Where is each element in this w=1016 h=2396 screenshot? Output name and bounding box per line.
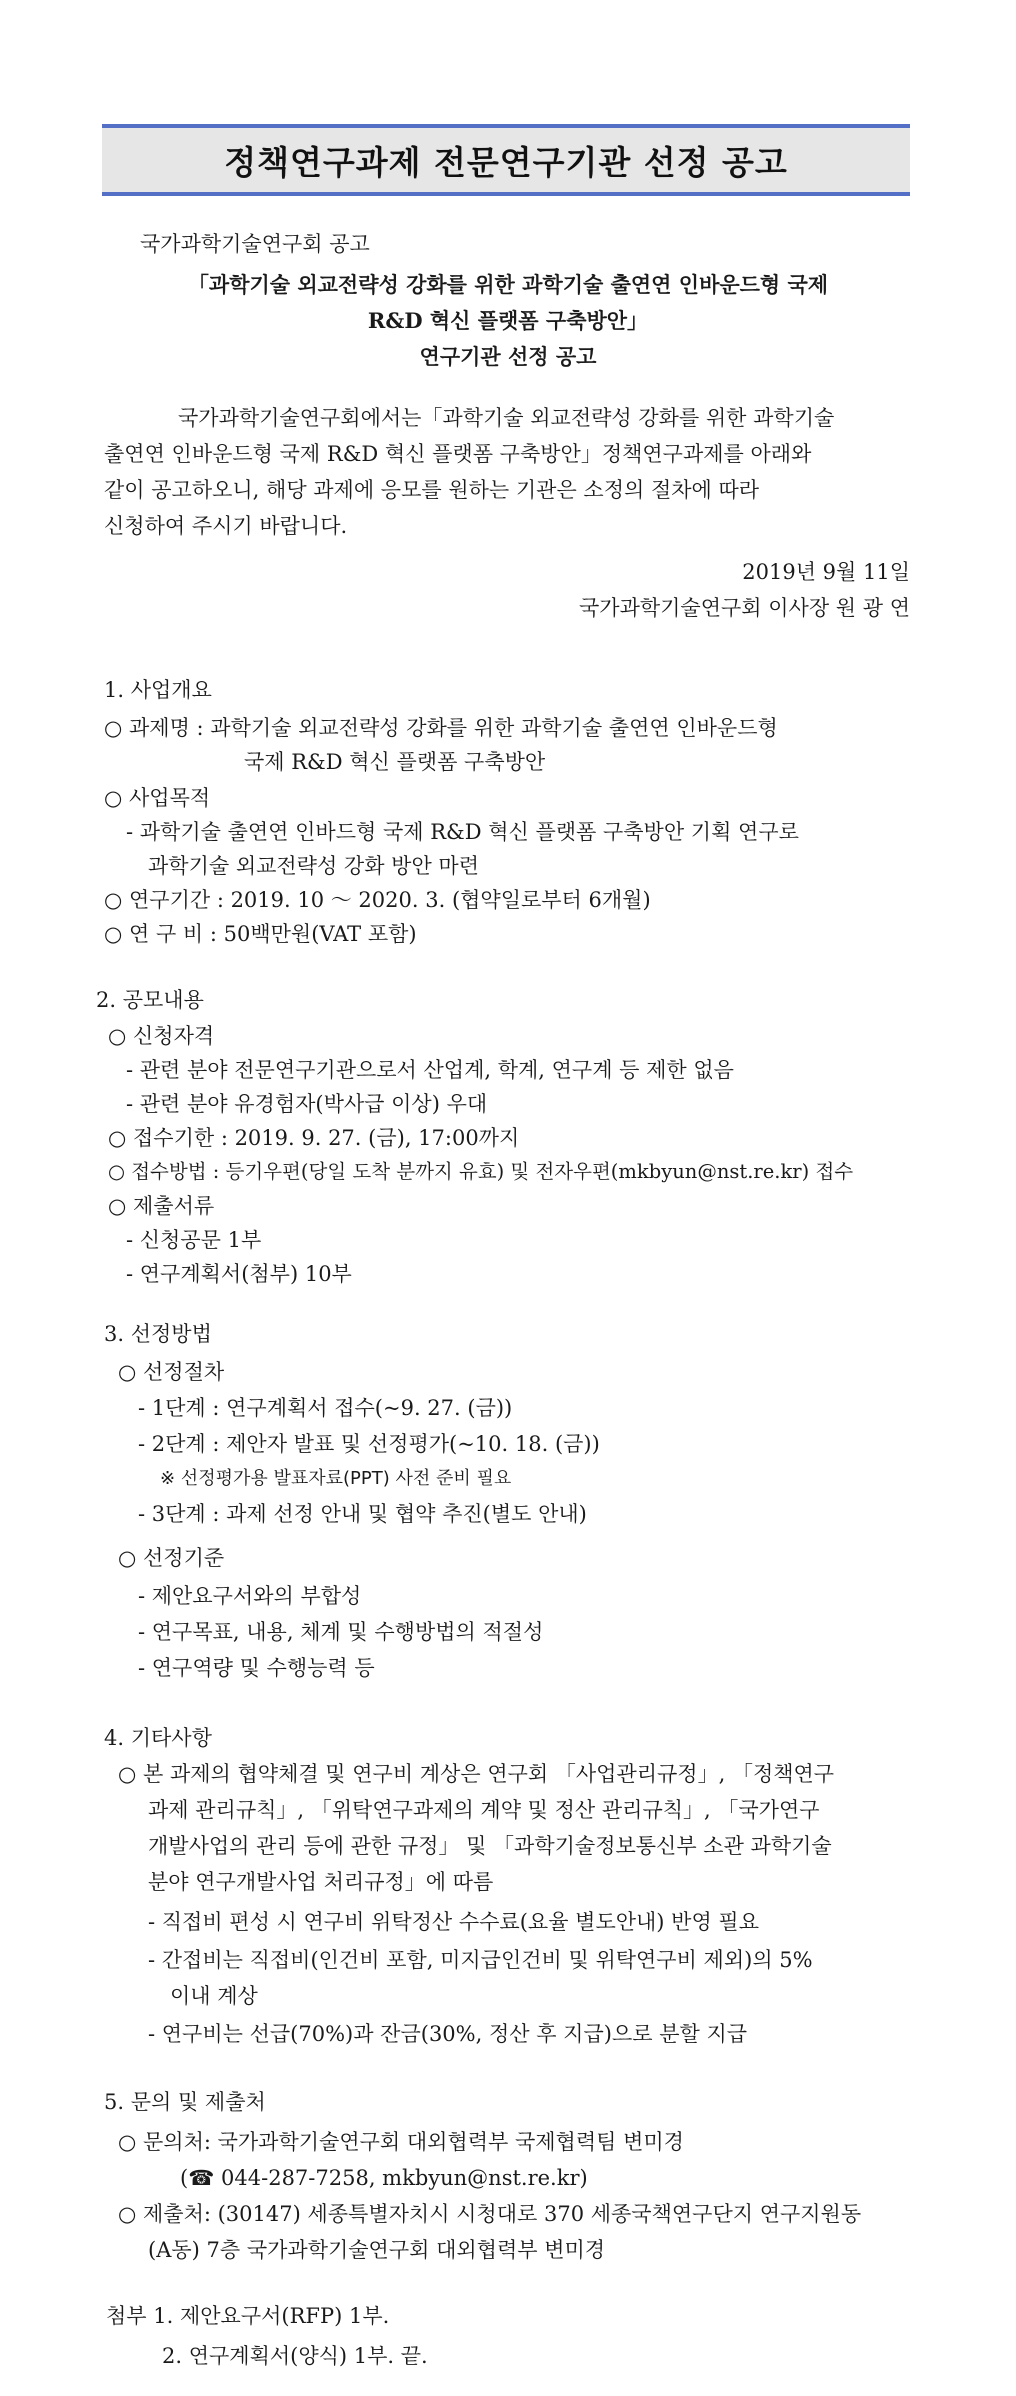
attachment-1: 첨부 1. 제안요구서(RFP) 1부. <box>106 2304 390 2328</box>
section-3-line: ○ 선정기준 <box>118 1546 225 1570</box>
section-3-line: - 3단계 : 과제 선정 안내 및 협약 추진(별도 안내) <box>138 1502 587 1526</box>
section-4-line: - 간접비는 직접비(인건비 포함, 미지급인건비 및 위탁연구비 제외)의 5% <box>148 1948 813 1972</box>
section-4-line: 과제 관리규칙」, 「위탁연구과제의 계약 및 정산 관리규칙」, 「국가연구 <box>148 1798 820 1822</box>
section-3-line: - 제안요구서와의 부합성 <box>138 1584 362 1608</box>
intro-line-1: 국가과학기술연구회에서는「과학기술 외교전략성 강화를 위한 과학기술 <box>178 406 835 430</box>
attachment-2: 2. 연구계획서(양식) 1부. 끝. <box>162 2344 428 2368</box>
intro-line-3: 같이 공고하오니, 해당 과제에 응모를 원하는 기관은 소정의 절차에 따라 <box>104 478 760 502</box>
section-4-line: 분야 연구개발사업 처리규정」에 따름 <box>148 1870 494 1894</box>
section-2-line: ○ 접수기한 : 2019. 9. 27. (금), 17:00까지 <box>108 1126 520 1150</box>
section-4-line: ○ 본 과제의 협약체결 및 연구비 계상은 연구회 「사업관리규정」, 「정책연구 <box>118 1762 835 1786</box>
section-2-line: ○ 접수방법 : 등기우편(당일 도착 분까지 유효) 및 전자우편(mkbyun@nst.re.kr) 접수 <box>108 1160 854 1183</box>
section-4-line: - 연구비는 선급(70%)과 잔금(30%, 정산 후 지급)으로 분할 지급 <box>148 2022 748 2046</box>
section-3-line: - 1단계 : 연구계획서 접수(~9. 27. (금)) <box>138 1396 513 1420</box>
subject-line-1: 「과학기술 외교전략성 강화를 위한 과학기술 출연연 인바운드형 국제 <box>187 272 829 297</box>
subject-line-3: 연구기관 선정 공고 <box>419 344 597 369</box>
section-3-line: - 2단계 : 제안자 발표 및 선정평가(~10. 18. (금)) <box>138 1432 600 1456</box>
section-4-line: - 직접비 편성 시 연구비 위탁정산 수수료(요율 별도안내) 반영 필요 <box>148 1910 759 1934</box>
section-1-line: 과학기술 외교전략성 강화 방안 마련 <box>148 854 479 878</box>
section-5-line: (A동) 7층 국가과학기술연구회 대외협력부 변미경 <box>148 2238 606 2262</box>
section-5-contact: (☎ 044-287-7258, mkbyun@nst.re.kr) <box>180 2166 588 2190</box>
section-1-heading: 1. 사업개요 <box>104 678 212 702</box>
section-1-line: ○ 과제명 : 과학기술 외교전략성 강화를 위한 과학기술 출연연 인바운드형 <box>104 716 778 740</box>
page-title: 정책연구과제 전문연구기관 선정 공고 <box>224 142 788 182</box>
section-5-heading: 5. 문의 및 제출처 <box>104 2090 266 2114</box>
title-banner <box>102 124 910 196</box>
section-2-heading: 2. 공모내용 <box>96 988 204 1012</box>
section-1-line: ○ 사업목적 <box>104 786 211 810</box>
notice-date: 2019년 9월 11일 <box>742 560 910 584</box>
section-3-line: - 연구목표, 내용, 체계 및 수행방법의 적절성 <box>138 1620 544 1644</box>
intro-line-2: 출연연 인바운드형 국제 R&D 혁신 플랫폼 구축방안」정책연구과제를 아래와 <box>104 442 812 466</box>
section-2-line: ○ 제출서류 <box>108 1194 215 1218</box>
org-notice: 국가과학기술연구회 공고 <box>140 232 370 256</box>
section-1-line: ○ 연 구 비 : 50백만원(VAT 포함) <box>104 922 417 946</box>
section-4-line: 이내 계상 <box>170 1984 258 2008</box>
section-1-line: 국제 R&D 혁신 플랫폼 구축방안 <box>244 750 546 774</box>
section-2-line: ○ 신청자격 <box>108 1024 215 1048</box>
section-2-line: - 신청공문 1부 <box>126 1228 262 1252</box>
section-4-heading: 4. 기타사항 <box>104 1726 212 1750</box>
section-5-line: ○ 제출처: (30147) 세종특별자치시 시청대로 370 세종국책연구단지 연구지원동 <box>118 2202 862 2226</box>
section-1-line: ○ 연구기간 : 2019. 10 ～ 2020. 3. (협약일로부터 6개월) <box>104 888 651 912</box>
section-3-heading: 3. 선정방법 <box>104 1322 212 1346</box>
section-3-line: - 연구역량 및 수행능력 등 <box>138 1656 375 1680</box>
signer: 국가과학기술연구회 이사장 원 광 연 <box>579 596 910 620</box>
section-4-line: 개발사업의 관리 등에 관한 규정」 및 「과학기술정보통신부 소관 과학기술 <box>148 1834 832 1858</box>
section-2-line: - 연구계획서(첨부) 10부 <box>126 1262 352 1286</box>
section-2-line: - 관련 분야 전문연구기관으로서 산업계, 학계, 연구계 등 제한 없음 <box>126 1058 734 1082</box>
section-2-line: - 관련 분야 유경험자(박사급 이상) 우대 <box>126 1092 488 1116</box>
section-3-line: ○ 선정절차 <box>118 1360 225 1384</box>
section-5-line: ○ 문의처: 국가과학기술연구회 대외협력부 국제협력팀 변미경 <box>118 2130 684 2154</box>
section-3-note: ※ 선정평가용 발표자료(PPT) 사전 준비 필요 <box>160 1468 512 1489</box>
section-1-line: - 과학기술 출연연 인바드형 국제 R&D 혁신 플랫폼 구축방안 기획 연구로 <box>126 820 799 844</box>
subject-line-2: R&D 혁신 플랫폼 구축방안」 <box>367 308 649 333</box>
intro-line-4: 신청하여 주시기 바랍니다. <box>104 514 348 538</box>
